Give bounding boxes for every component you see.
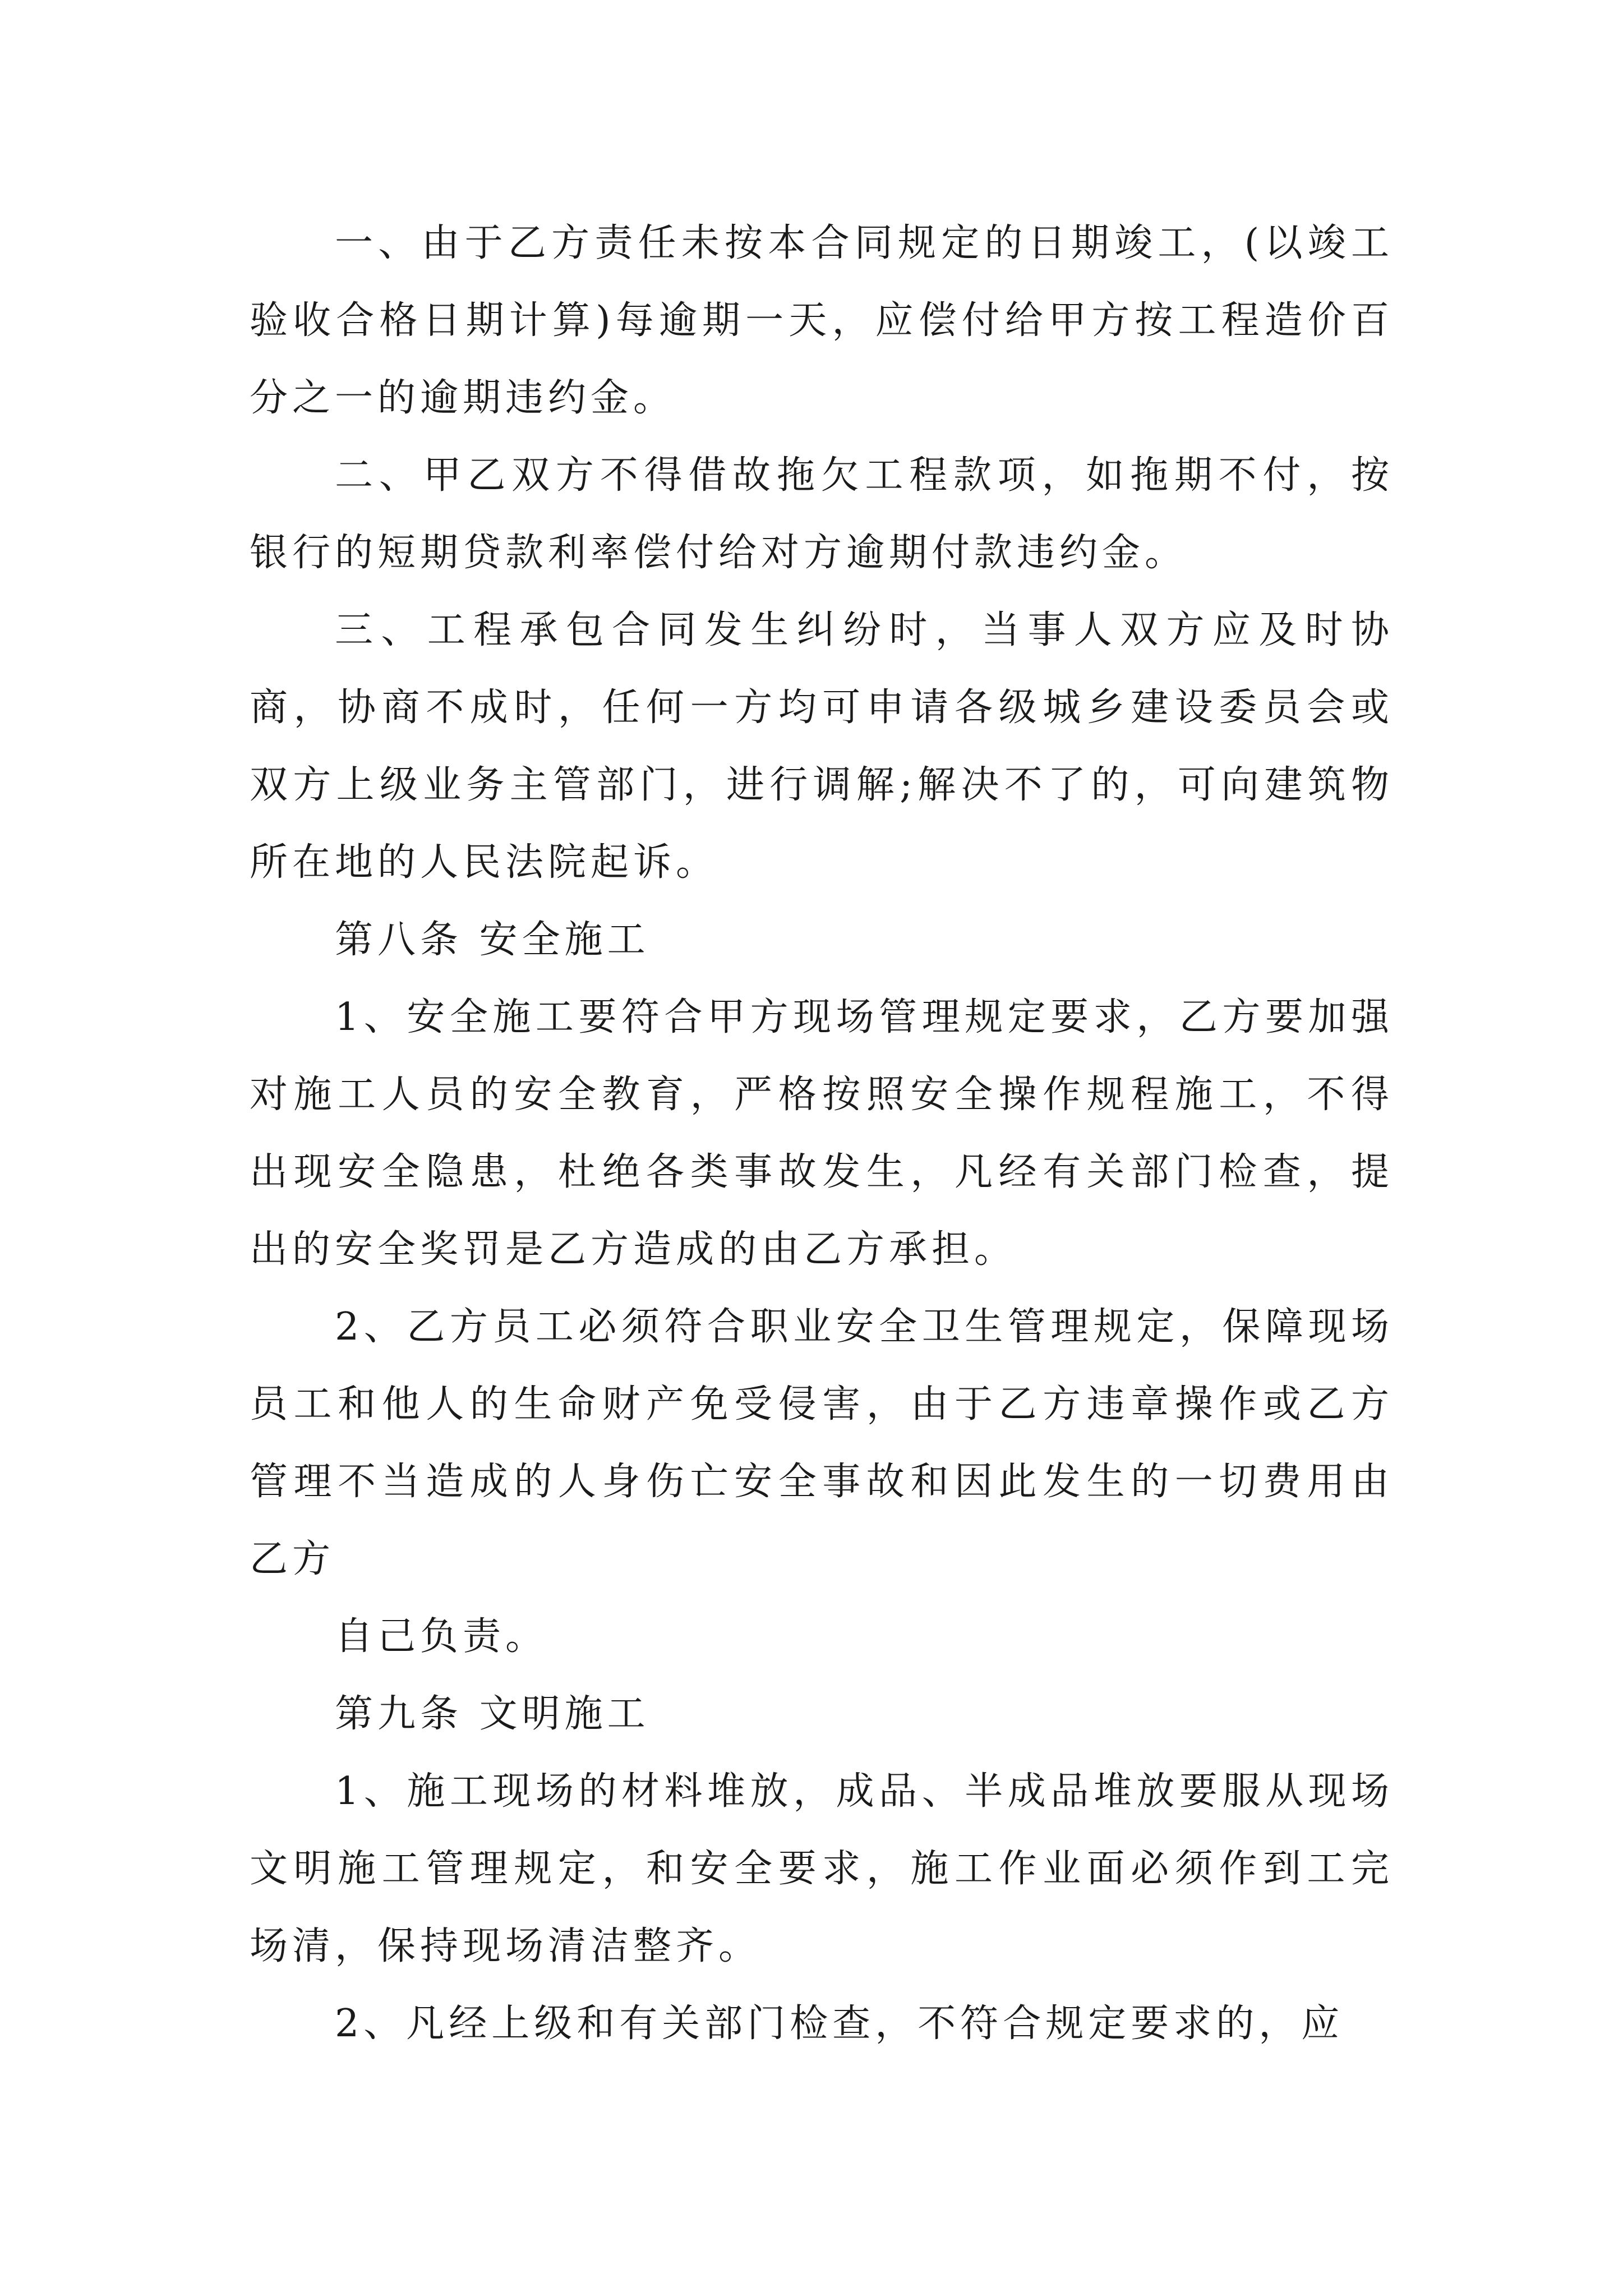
safety-clause-1: 1、安全施工要符合甲方现场管理规定要求，乙方要加强对施工人员的安全教育，严格按照安全操作规程施工，不得出现安全隐患，杜绝各类事故发生，凡经有关部门检查，提出的安全奖罚是乙方造成的由乙方承担。 [250, 995, 1394, 1272]
article-8-heading: 第八条 安全施工 [335, 918, 650, 962]
clause-payment-delay: 二、甲乙双方不得借故拖欠工程款项，如拖期不付，按银行的短期贷款利率偿付给对方逾期付款违约金。 [250, 453, 1394, 575]
clause-dispute-resolution: 三、工程承包合同发生纠纷时，当事人双方应及时协商，协商不成时，任何一方均可申请各级城乡建设委员会或双方上级业务主管部门，进行调解;解决不了的，可向建筑物所在地的人民法院起诉。 [250, 608, 1394, 885]
safety-clause-2: 2、乙方员工必须符合职业安全卫生管理规定，保障现场员工和他人的生命财产免受侵害，由于乙方违章操作或乙方管理不当造成的人身伤亡安全事故和因此发生的一切费用由乙方 [250, 1305, 1394, 1581]
civilized-clause-1: 1、施工现场的材料堆放，成品、半成品堆放要服从现场文明施工管理规定，和安全要求，施工作业面必须作到工完场清，保持现场清洁整齐。 [250, 1769, 1394, 1968]
clause-overdue-completion: 一、由于乙方责任未按本合同规定的日期竣工，(以竣工验收合格日期计算)每逾期一天，应偿付给甲方按工程造价百分之一的逾期违约金。 [250, 221, 1394, 420]
civilized-clause-2: 2、凡经上级和有关部门检查，不符合规定要求的，应 [335, 2001, 1344, 2046]
safety-clause-2-continued: 自己负责。 [335, 1614, 548, 1659]
document-body [250, 205, 1394, 2063]
article-9-heading: 第九条 文明施工 [335, 1692, 650, 1736]
